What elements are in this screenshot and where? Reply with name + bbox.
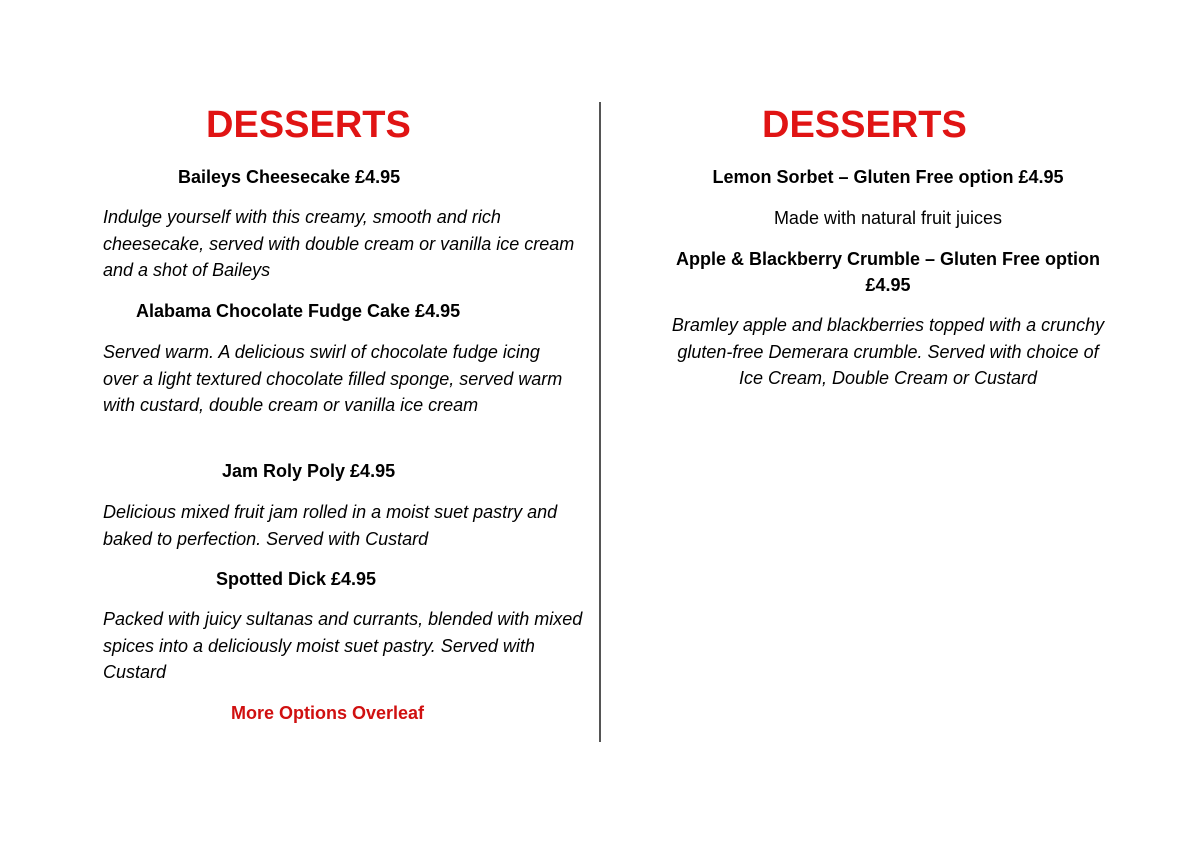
item-description-spotted-dick: Packed with juicy sultanas and currants, blended with mixed spices into a deliciously moist suet pastry. Served with Custard xyxy=(103,609,583,682)
left-heading: DESSERTS xyxy=(206,104,411,146)
item-description-apple-blackberry-crumble: Bramley apple and blackberries topped with a crunchy gluten-free Demerara crumble. Served with choice of Ice Cream, Double Cream or Custard xyxy=(671,315,1105,388)
item-title-baileys-cheesecake: Baileys Cheesecake £4.95 xyxy=(178,167,401,187)
item-title-chocolate-fudge-cake: Alabama Chocolate Fudge Cake £4.95 xyxy=(136,301,461,321)
item-title-apple-blackberry-crumble: Apple & Blackberry Crumble – Gluten Free option £4.95 xyxy=(675,249,1101,295)
item-description-lemon-sorbet: Made with natural fruit juices xyxy=(773,208,1003,228)
item-title-jam-roly-poly: Jam Roly Poly £4.95 xyxy=(222,461,396,481)
column-divider xyxy=(599,102,601,742)
item-description-jam-roly-poly: Delicious mixed fruit jam rolled in a moist suet pastry and baked to perfection. Served with Custard xyxy=(103,502,558,549)
right-heading: DESSERTS xyxy=(762,104,967,146)
item-title-lemon-sorbet: Lemon Sorbet – Gluten Free option £4.95 xyxy=(712,167,1064,187)
item-description-baileys-cheesecake: Indulge yourself with this creamy, smooth and rich cheesecake, served with double cream or vanilla ice cream and a shot of Baileys xyxy=(103,207,575,280)
item-title-spotted-dick: Spotted Dick £4.95 xyxy=(216,569,377,589)
item-description-chocolate-fudge-cake: Served warm. A delicious swirl of chocolate fudge icing over a light textured chocolate filled sponge, served warm with custard, double cream or vanilla ice cream xyxy=(103,342,563,415)
more-options-overleaf-note: More Options Overleaf xyxy=(231,703,425,723)
